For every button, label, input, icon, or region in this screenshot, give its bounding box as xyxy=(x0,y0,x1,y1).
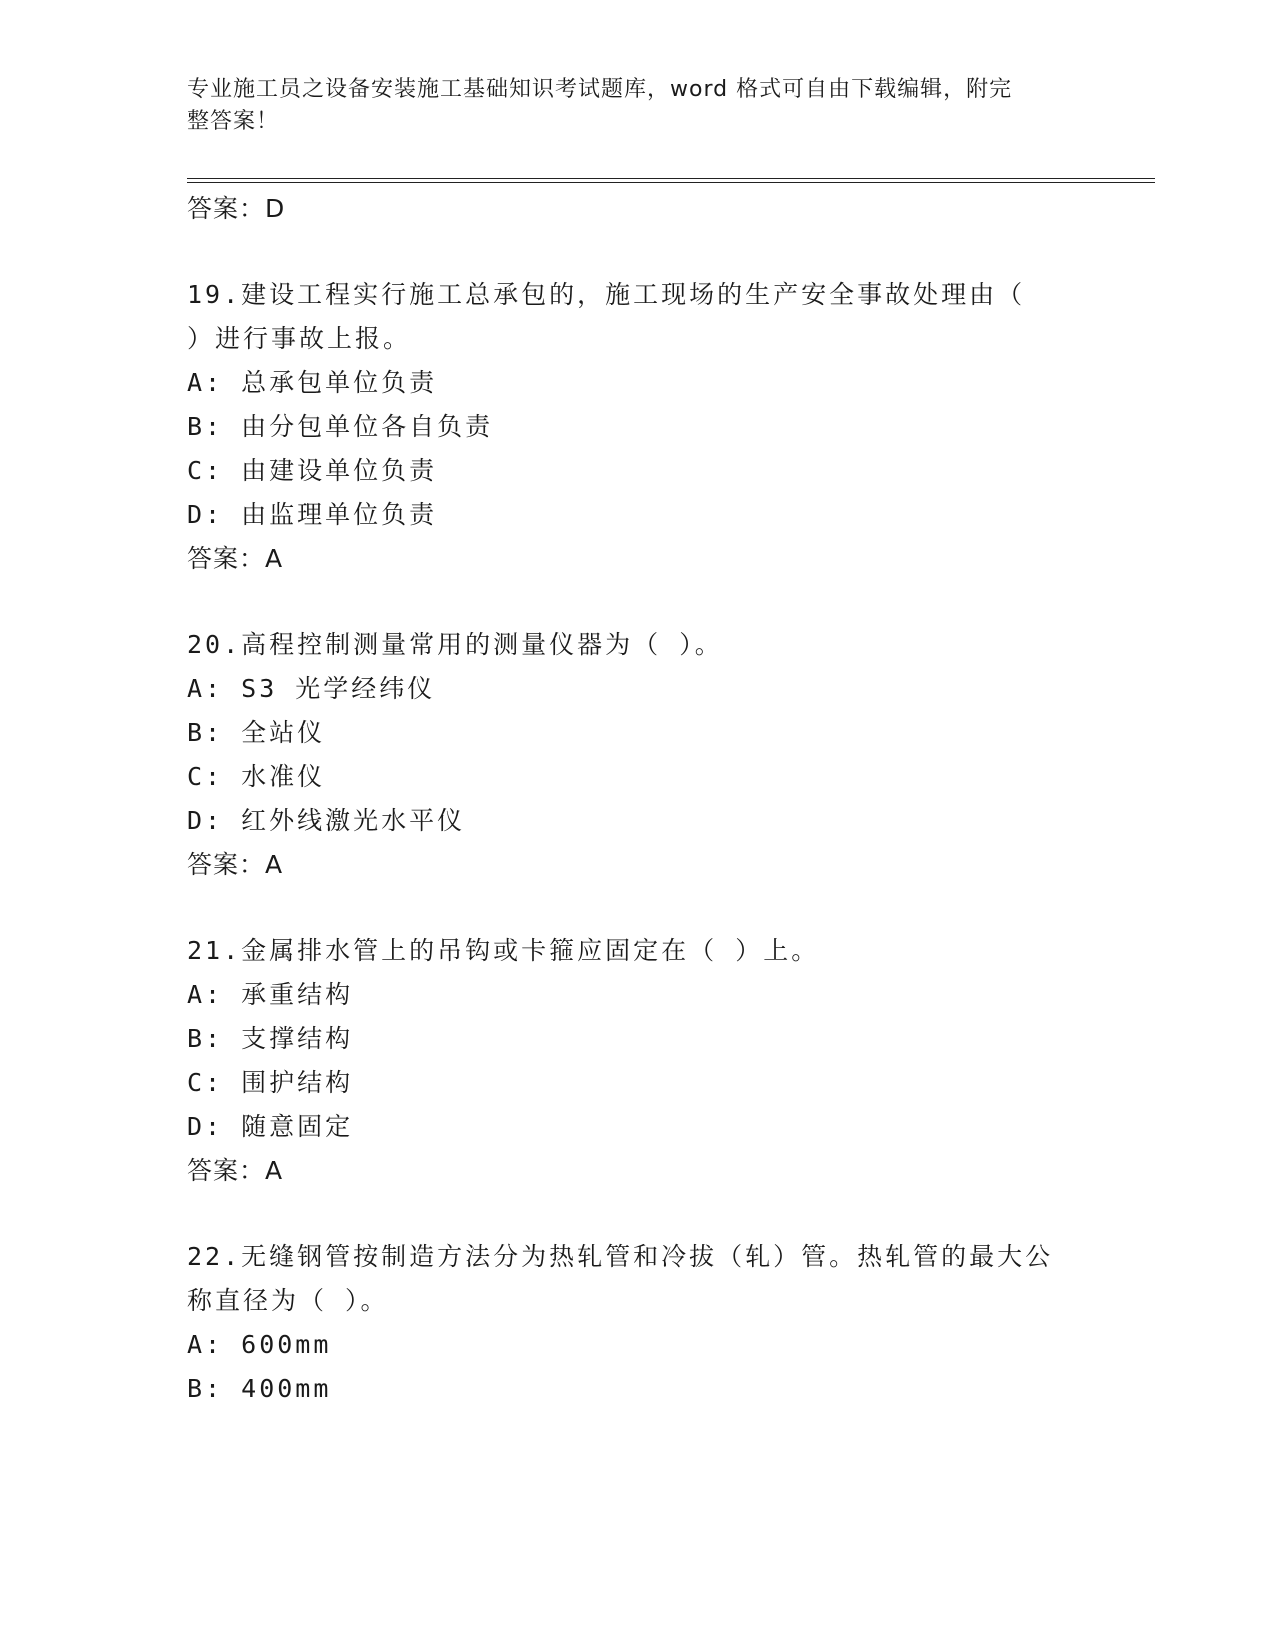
question-22-option-a: A: 600mm xyxy=(187,1330,332,1359)
question-20-answer: 答案：A xyxy=(187,850,284,879)
question-21-option-d: D: 随意固定 xyxy=(187,1112,354,1141)
question-20-option-c: C: 水准仪 xyxy=(187,762,326,791)
question-20-stem: 20.高程控制测量常用的测量仪器为（ ）。 xyxy=(187,630,723,659)
question-19-option-d: D: 由监理单位负责 xyxy=(187,500,438,529)
question-22-option-b: B: 400mm xyxy=(187,1374,332,1403)
question-19-option-c: C: 由建设单位负责 xyxy=(187,456,438,485)
header-line-2: 整答案！ xyxy=(187,109,280,134)
question-21-option-b: B: 支撑结构 xyxy=(187,1024,354,1053)
question-21-answer: 答案：A xyxy=(187,1156,284,1185)
previous-answer: 答案：D xyxy=(187,194,286,223)
question-19-stem-line-2: ）进行事故上报。 xyxy=(187,324,412,353)
question-19-option-a: A: 总承包单位负责 xyxy=(187,368,438,397)
question-22-stem-line-1: 22.无缝钢管按制造方法分为热轧管和冷拔（轧）管。热轧管的最大公 xyxy=(187,1242,1054,1271)
question-19-stem-line-1: 19.建设工程实行施工总承包的，施工现场的生产安全事故处理由（ xyxy=(187,280,1026,309)
question-19-answer: 答案：A xyxy=(187,544,284,573)
page-header xyxy=(187,74,1087,138)
question-20-option-b: B: 全站仪 xyxy=(187,718,326,747)
header-line-1: 专业施工员之设备安装施工基础知识考试题库，word 格式可自由下载编辑，附完 xyxy=(187,77,1013,102)
question-21-stem: 21.金属排水管上的吊钩或卡箍应固定在（ ）上。 xyxy=(187,936,820,965)
question-21-option-a: A: 承重结构 xyxy=(187,980,354,1009)
question-21-option-c: C: 围护结构 xyxy=(187,1068,354,1097)
question-22-stem-line-2: 称直径为（ ）。 xyxy=(187,1286,389,1315)
header-divider-thick xyxy=(187,182,1155,183)
question-20-option-a: A: S3 光学经纬仪 xyxy=(187,674,436,703)
header-divider-thin xyxy=(187,178,1155,179)
question-20-option-d: D: 红外线激光水平仪 xyxy=(187,806,466,835)
question-19-option-b: B: 由分包单位各自负责 xyxy=(187,412,494,441)
